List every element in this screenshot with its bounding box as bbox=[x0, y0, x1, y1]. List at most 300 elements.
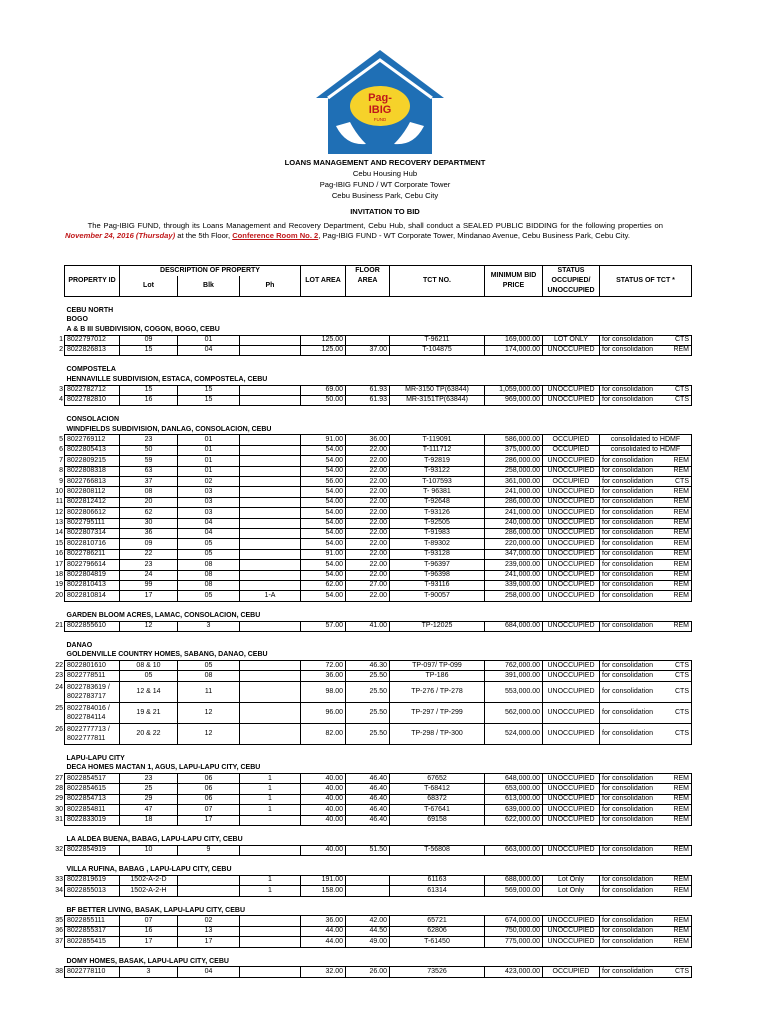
ph-cell bbox=[240, 435, 301, 445]
lot-cell: 05 bbox=[120, 671, 178, 681]
property-row bbox=[65, 937, 692, 947]
min-bid-cell: 286,000.00 bbox=[485, 497, 543, 507]
row-number: 8 bbox=[59, 467, 63, 475]
occupancy-cell: UNOCCUPIED bbox=[543, 395, 600, 405]
blk-cell: 04 bbox=[178, 518, 240, 528]
row-number: 10 bbox=[55, 487, 63, 495]
floor-area-cell: 22.00 bbox=[346, 456, 390, 466]
occupancy-cell: UNOCCUPIED bbox=[543, 794, 600, 804]
tct-cell: 62806 bbox=[390, 926, 485, 936]
spacer-cell bbox=[65, 856, 692, 866]
blk-cell: 03 bbox=[178, 497, 240, 507]
property-id-cell bbox=[55, 591, 120, 601]
tct-cell: 69158 bbox=[390, 815, 485, 825]
lot-area-cell: 158.00 bbox=[301, 886, 346, 896]
tct-status-cell bbox=[600, 875, 692, 885]
location-label: BOGO bbox=[66, 316, 88, 324]
tct-cell: T-61450 bbox=[390, 937, 485, 947]
tct-status-wrap bbox=[602, 467, 689, 475]
tct-status-text: for consolidation bbox=[602, 336, 653, 344]
blk-cell: 17 bbox=[178, 937, 240, 947]
tct-status-code: REM bbox=[673, 621, 689, 629]
min-bid-cell: 240,000.00 bbox=[485, 518, 543, 528]
property-id-text: 8022808112 bbox=[67, 487, 106, 495]
lot-area-cell: 54.00 bbox=[301, 445, 346, 455]
property-id-text: 8022807314 bbox=[67, 529, 106, 537]
location-label: GARDEN BLOOM ACRES, LAMAC, CONSOLACION, CEBU bbox=[66, 611, 261, 619]
floor-area-cell: 22.00 bbox=[346, 497, 390, 507]
floor-area-cell: 61.93 bbox=[346, 385, 390, 395]
floor-area-cell: 22.00 bbox=[346, 466, 390, 476]
property-id-text: 8022783619 / 8022783717 bbox=[67, 683, 110, 700]
lot-area-cell: 191.00 bbox=[301, 875, 346, 885]
department-title: LOANS MANAGEMENT AND RECOVERY DEPARTMENT bbox=[284, 158, 486, 167]
lot-cell: 23 bbox=[120, 560, 178, 570]
tct-status-wrap bbox=[602, 927, 689, 935]
lot-area-cell: 91.00 bbox=[301, 435, 346, 445]
lot-cell: 12 bbox=[120, 621, 178, 631]
row-number: 28 bbox=[55, 784, 63, 792]
floor-area-cell: 22.00 bbox=[346, 528, 390, 538]
property-row bbox=[65, 466, 692, 476]
ph-cell bbox=[240, 456, 301, 466]
min-bid-cell: 258,000.00 bbox=[485, 591, 543, 601]
tct-status-text: for consolidation bbox=[602, 784, 653, 792]
floor-area-cell: 44.50 bbox=[346, 926, 390, 936]
occupancy-cell: UNOCCUPIED bbox=[543, 591, 600, 601]
group-spacer bbox=[65, 825, 692, 835]
blk-cell: 06 bbox=[178, 784, 240, 794]
col-ph: Ph bbox=[240, 276, 301, 297]
lot-area-cell: 40.00 bbox=[301, 784, 346, 794]
blk-cell: 05 bbox=[178, 661, 240, 671]
col-status-sub: OCCUPIED/ UNOCCUPIED bbox=[543, 276, 600, 297]
tct-status-wrap bbox=[602, 436, 689, 444]
property-row bbox=[65, 681, 692, 702]
occupancy-cell: LOT ONLY bbox=[543, 335, 600, 345]
location-label: LA ALDEA BUENA, BABAG, LAPU-LAPU CITY, CEBU bbox=[66, 835, 243, 843]
property-id-text: 8022855415 bbox=[67, 937, 106, 945]
lot-area-cell: 98.00 bbox=[301, 681, 346, 702]
tct-status-wrap bbox=[602, 775, 689, 783]
ph-cell bbox=[240, 549, 301, 559]
property-id-text: 8022782810 bbox=[67, 396, 106, 404]
blk-cell: 9 bbox=[178, 845, 240, 855]
lot-cell: 12 & 14 bbox=[120, 681, 178, 702]
col-description: DESCRIPTION OF PROPERTY bbox=[120, 266, 301, 277]
tct-status-wrap bbox=[602, 592, 689, 600]
occupancy-cell: UNOCCUPIED bbox=[543, 723, 600, 744]
tct-cell: T-104875 bbox=[390, 345, 485, 355]
tct-cell: T-96211 bbox=[390, 335, 485, 345]
blk-cell: 04 bbox=[178, 345, 240, 355]
tct-cell: T-91983 bbox=[390, 528, 485, 538]
floor-area-cell: 22.00 bbox=[346, 518, 390, 528]
tct-cell: T-89302 bbox=[390, 539, 485, 549]
tct-status-text: for consolidation bbox=[602, 876, 653, 884]
property-id-cell bbox=[55, 967, 120, 977]
tct-cell: T-96397 bbox=[390, 560, 485, 570]
lot-area-cell: 56.00 bbox=[301, 477, 346, 487]
blk-cell: 01 bbox=[178, 335, 240, 345]
col-floor-area: FLOOR AREA bbox=[346, 266, 390, 297]
row-number: 19 bbox=[55, 581, 63, 589]
min-bid-cell: 613,000.00 bbox=[485, 794, 543, 804]
tct-status-wrap bbox=[602, 785, 689, 793]
tct-status-wrap bbox=[602, 498, 689, 506]
property-row bbox=[65, 487, 692, 497]
tct-status-cell bbox=[600, 345, 692, 355]
property-row bbox=[65, 723, 692, 744]
property-id-text: 8022812412 bbox=[67, 498, 106, 506]
property-row bbox=[65, 456, 692, 466]
lot-area-cell: 57.00 bbox=[301, 621, 346, 631]
tct-status-text: consolidated to HDMF bbox=[610, 446, 681, 454]
occupancy-cell: UNOCCUPIED bbox=[543, 815, 600, 825]
conference-room: Conference Room No. 2 bbox=[232, 231, 319, 241]
lot-cell: 07 bbox=[120, 916, 178, 926]
tct-status-text: for consolidation bbox=[602, 346, 653, 354]
tct-status-text: for consolidation bbox=[602, 846, 653, 854]
property-id-cell bbox=[59, 445, 120, 455]
location-heading bbox=[65, 754, 692, 763]
tct-status-code: REM bbox=[673, 550, 689, 558]
lot-cell: 23 bbox=[120, 774, 178, 784]
floor-area-cell bbox=[346, 335, 390, 345]
property-id-text: 8022786211 bbox=[67, 550, 106, 558]
tower-name: Pag-IBIG FUND / WT Corporate Tower bbox=[319, 180, 451, 189]
tct-status-wrap bbox=[602, 581, 689, 589]
group-spacer bbox=[65, 856, 692, 866]
tct-cell: 73526 bbox=[390, 967, 485, 977]
col-blk: Blk bbox=[178, 276, 240, 297]
blk-cell: 06 bbox=[178, 774, 240, 784]
tct-status-cell bbox=[600, 477, 692, 487]
property-row bbox=[65, 549, 692, 559]
tct-status-text: for consolidation bbox=[602, 508, 653, 516]
tct-status-code: CTS bbox=[675, 671, 689, 679]
property-id-text: 8022804819 bbox=[67, 571, 106, 579]
tct-status-text: consolidated to HDMF bbox=[610, 435, 681, 443]
lot-cell: 19 & 21 bbox=[120, 702, 178, 723]
intro-text-1: The Pag-IBIG FUND, through its Loans Management and Recovery Department, Cebu Hub, shall conduct a SEALED PUBLIC BIDDING for the following properties on bbox=[87, 221, 663, 230]
ph-cell bbox=[240, 570, 301, 580]
min-bid-cell: 639,000.00 bbox=[485, 805, 543, 815]
floor-area-cell: 61.93 bbox=[346, 395, 390, 405]
property-row bbox=[65, 560, 692, 570]
tct-status-wrap bbox=[602, 446, 689, 454]
lot-area-cell: 54.00 bbox=[301, 508, 346, 518]
min-bid-cell: 258,000.00 bbox=[485, 466, 543, 476]
spacer-cell bbox=[65, 744, 692, 754]
tct-status-cell bbox=[600, 570, 692, 580]
floor-area-cell: 22.00 bbox=[346, 508, 390, 518]
min-bid-cell: 220,000.00 bbox=[485, 539, 543, 549]
row-number: 5 bbox=[59, 435, 63, 443]
row-number: 24 bbox=[55, 683, 63, 691]
ph-cell bbox=[240, 539, 301, 549]
lot-cell: 16 bbox=[120, 395, 178, 405]
tct-status-wrap bbox=[602, 346, 689, 354]
occupancy-cell: OCCUPIED bbox=[543, 445, 600, 455]
tct-status-wrap bbox=[602, 730, 689, 738]
tct-status-cell bbox=[600, 845, 692, 855]
occupancy-cell: UNOCCUPIED bbox=[543, 345, 600, 355]
tct-status-wrap bbox=[602, 887, 689, 895]
location-label: DECA HOMES MACTAN 1, AGUS, LAPU-LAPU CITY, CEBU bbox=[66, 764, 261, 772]
tct-cell: T-68412 bbox=[390, 784, 485, 794]
occupancy-cell: UNOCCUPIED bbox=[543, 549, 600, 559]
lot-cell: 99 bbox=[120, 580, 178, 590]
property-id-text: 8022778110 bbox=[67, 967, 106, 975]
tct-status-wrap bbox=[602, 938, 689, 946]
tct-cell: 68372 bbox=[390, 794, 485, 804]
ph-cell bbox=[240, 345, 301, 355]
location-heading bbox=[65, 425, 692, 435]
tct-status-code: REM bbox=[673, 774, 689, 782]
blk-cell bbox=[178, 875, 240, 885]
floor-area-cell: 22.00 bbox=[346, 539, 390, 549]
occupancy-cell: OCCUPIED bbox=[543, 967, 600, 977]
blk-cell: 15 bbox=[178, 385, 240, 395]
blk-cell: 02 bbox=[178, 477, 240, 487]
occupancy-cell: UNOCCUPIED bbox=[543, 385, 600, 395]
lot-area-cell: 32.00 bbox=[301, 967, 346, 977]
property-row bbox=[65, 508, 692, 518]
tct-status-cell bbox=[600, 805, 692, 815]
tct-status-text: for consolidation bbox=[602, 687, 653, 695]
tct-cell: 61314 bbox=[390, 886, 485, 896]
ph-cell bbox=[240, 681, 301, 702]
min-bid-cell: 648,000.00 bbox=[485, 774, 543, 784]
ph-cell bbox=[240, 335, 301, 345]
floor-area-cell: 22.00 bbox=[346, 560, 390, 570]
row-number: 2 bbox=[59, 346, 63, 354]
blk-cell bbox=[178, 886, 240, 896]
location-heading bbox=[65, 366, 692, 375]
ph-cell bbox=[240, 477, 301, 487]
ph-cell bbox=[240, 702, 301, 723]
property-id-cell bbox=[59, 395, 120, 405]
occupancy-cell: UNOCCUPIED bbox=[543, 774, 600, 784]
lot-cell: 09 bbox=[120, 539, 178, 549]
floor-area-cell: 46.40 bbox=[346, 774, 390, 784]
tct-cell: T-93128 bbox=[390, 549, 485, 559]
lot-cell: 62 bbox=[120, 508, 178, 518]
occupancy-cell: UNOCCUPIED bbox=[543, 937, 600, 947]
park-address: Cebu Business Park, Cebu City bbox=[331, 191, 439, 200]
min-bid-cell: 339,000.00 bbox=[485, 580, 543, 590]
row-number: 15 bbox=[55, 539, 63, 547]
svg-text:Pag-: Pag- bbox=[368, 92, 392, 104]
tct-status-code: REM bbox=[673, 467, 689, 475]
ph-cell bbox=[240, 661, 301, 671]
row-number: 11 bbox=[55, 498, 63, 506]
ph-cell bbox=[240, 926, 301, 936]
tct-status-text: for consolidation bbox=[602, 487, 653, 495]
floor-area-cell: 22.00 bbox=[346, 549, 390, 559]
tct-status-code: REM bbox=[673, 816, 689, 824]
tct-status-wrap bbox=[602, 806, 689, 814]
min-bid-cell: 1,059,000.00 bbox=[485, 385, 543, 395]
blk-cell: 05 bbox=[178, 591, 240, 601]
lot-cell: 20 bbox=[120, 497, 178, 507]
tct-status-code: REM bbox=[673, 571, 689, 579]
property-id-text: 8022797012 bbox=[67, 336, 106, 344]
property-id-text: 8022855317 bbox=[67, 927, 106, 935]
tct-status-code: CTS bbox=[675, 396, 689, 404]
ph-cell bbox=[240, 508, 301, 518]
tct-status-text: for consolidation bbox=[602, 937, 653, 945]
property-id-cell bbox=[59, 435, 120, 445]
occupancy-cell: Lot Only bbox=[543, 875, 600, 885]
row-number: 31 bbox=[55, 816, 63, 824]
bid-date: November 24, 2016 (Thursday) bbox=[65, 231, 176, 241]
ph-cell bbox=[240, 916, 301, 926]
row-number: 21 bbox=[55, 621, 63, 629]
property-id-text: 8022810413 bbox=[67, 581, 106, 589]
occupancy-cell: UNOCCUPIED bbox=[543, 805, 600, 815]
tct-status-text: for consolidation bbox=[602, 581, 653, 589]
floor-area-cell: 22.00 bbox=[346, 445, 390, 455]
location-heading bbox=[65, 611, 692, 621]
location-label: BF BETTER LIVING, BASAK, LAPU-LAPU CITY, CEBU bbox=[66, 906, 246, 914]
col-property-id: PROPERTY ID bbox=[65, 266, 120, 297]
blk-cell: 07 bbox=[178, 805, 240, 815]
tct-status-cell bbox=[600, 926, 692, 936]
tct-status-wrap bbox=[602, 672, 689, 680]
tct-cell bbox=[390, 723, 485, 744]
tct-status-wrap bbox=[602, 488, 689, 496]
tct-status-wrap bbox=[602, 540, 689, 548]
lot-cell: 50 bbox=[120, 445, 178, 455]
row-number: 20 bbox=[55, 591, 63, 599]
lot-cell: 63 bbox=[120, 466, 178, 476]
property-row bbox=[65, 335, 692, 345]
ph-cell: 1 bbox=[240, 886, 301, 896]
property-row bbox=[65, 591, 692, 601]
properties-table bbox=[55, 265, 692, 978]
blk-cell: 02 bbox=[178, 916, 240, 926]
blk-cell: 01 bbox=[178, 456, 240, 466]
tct-status-text: for consolidation bbox=[602, 729, 653, 737]
property-id-cell bbox=[55, 580, 120, 590]
spacer-cell bbox=[65, 825, 692, 835]
lot-area-cell: 54.00 bbox=[301, 539, 346, 549]
ph-cell bbox=[240, 845, 301, 855]
property-row bbox=[65, 784, 692, 794]
row-number: 4 bbox=[59, 396, 63, 404]
property-id-text: 8022854811 bbox=[67, 805, 106, 813]
spacer-cell bbox=[65, 297, 692, 307]
lot-cell: 30 bbox=[120, 518, 178, 528]
min-bid-cell: 361,000.00 bbox=[485, 477, 543, 487]
tct-status-wrap bbox=[602, 795, 689, 803]
property-row bbox=[65, 395, 692, 405]
group-spacer bbox=[65, 356, 692, 366]
occupancy-cell: UNOCCUPIED bbox=[543, 784, 600, 794]
tct-cell: T-93122 bbox=[390, 466, 485, 476]
tct-status-cell bbox=[600, 774, 692, 784]
property-row bbox=[65, 886, 692, 896]
property-id-cell bbox=[55, 539, 120, 549]
tct-status-wrap bbox=[602, 519, 689, 527]
tct-status-text: for consolidation bbox=[602, 519, 653, 527]
lot-cell: 23 bbox=[120, 435, 178, 445]
tct-status-text: for consolidation bbox=[602, 529, 653, 537]
property-row bbox=[65, 497, 692, 507]
min-bid-cell: 241,000.00 bbox=[485, 570, 543, 580]
property-id-text: 8022796614 bbox=[67, 560, 106, 568]
tct-status-wrap bbox=[602, 509, 689, 517]
lot-area-cell: 82.00 bbox=[301, 723, 346, 744]
property-id-text: 8022810716 bbox=[67, 539, 106, 547]
location-label: LAPU-LAPU CITY bbox=[66, 754, 125, 762]
occupancy-cell: UNOCCUPIED bbox=[543, 466, 600, 476]
location-heading bbox=[65, 764, 692, 774]
tct-status-code: REM bbox=[673, 846, 689, 854]
group-spacer bbox=[65, 601, 692, 611]
property-id-cell bbox=[55, 661, 120, 671]
lot-area-cell: 54.00 bbox=[301, 560, 346, 570]
tct-status-code: CTS bbox=[675, 967, 689, 975]
lot-cell: 10 bbox=[120, 845, 178, 855]
tct-status-wrap bbox=[602, 571, 689, 579]
blk-cell: 01 bbox=[178, 466, 240, 476]
property-id-cell bbox=[55, 794, 120, 804]
occupancy-cell: UNOCCUPIED bbox=[543, 621, 600, 631]
group-spacer bbox=[65, 631, 692, 641]
group-spacer bbox=[65, 744, 692, 754]
min-bid-cell: 674,000.00 bbox=[485, 916, 543, 926]
tct-cell: T-107593 bbox=[390, 477, 485, 487]
tct-status-code: REM bbox=[673, 487, 689, 495]
property-id-cell bbox=[55, 926, 120, 936]
occupancy-cell: UNOCCUPIED bbox=[543, 560, 600, 570]
tct-cell bbox=[390, 681, 485, 702]
tct-status-code: CTS bbox=[675, 729, 689, 737]
blk-cell: 11 bbox=[178, 681, 240, 702]
tct-status-text: for consolidation bbox=[602, 456, 653, 464]
tct-cell: T-93116 bbox=[390, 580, 485, 590]
property-id-cell bbox=[55, 702, 120, 723]
tct-cell bbox=[390, 702, 485, 723]
property-id-cell bbox=[55, 774, 120, 784]
property-row bbox=[65, 570, 692, 580]
row-number: 33 bbox=[55, 876, 63, 884]
property-id-cell bbox=[55, 487, 120, 497]
property-id-text: 8022819619 bbox=[67, 876, 106, 884]
group-spacer bbox=[65, 297, 692, 307]
floor-area-cell: 25.50 bbox=[346, 681, 390, 702]
property-id-cell bbox=[55, 570, 120, 580]
tct-status-text: for consolidation bbox=[602, 621, 653, 629]
tct-cell-text: TP-298 / TP-300 bbox=[411, 730, 463, 738]
tct-status-code: REM bbox=[673, 529, 689, 537]
ph-cell bbox=[240, 723, 301, 744]
occupancy-cell: UNOCCUPIED bbox=[543, 508, 600, 518]
min-bid-cell: 286,000.00 bbox=[485, 456, 543, 466]
svg-text:IBIG: IBIG bbox=[368, 104, 392, 116]
ph-cell: 1 bbox=[240, 875, 301, 885]
tct-status-text: for consolidation bbox=[602, 661, 653, 669]
row-number: 36 bbox=[55, 927, 63, 935]
col-tct-no: TCT NO. bbox=[390, 266, 485, 297]
floor-area-cell: 22.00 bbox=[346, 487, 390, 497]
floor-area-cell: 22.00 bbox=[346, 477, 390, 487]
location-label: COMPOSTELA bbox=[66, 366, 116, 374]
tct-status-wrap bbox=[602, 709, 689, 717]
